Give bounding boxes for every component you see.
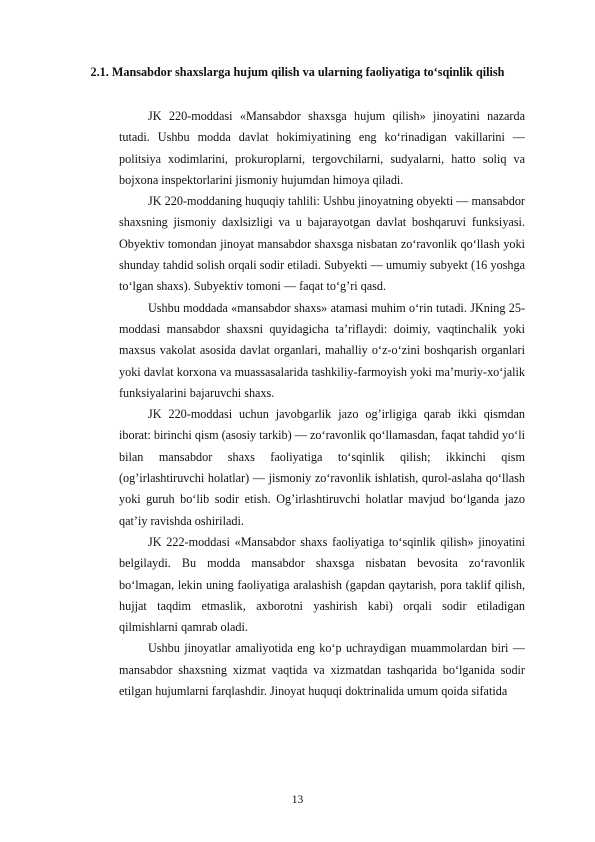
paragraph: Ushbu jinoyatlar amaliyotida eng ko‘p uchraydigan muammolardan biri — mansabdor shaxsning xizmat vaqtida va xizmatdan tashqarida bo‘lganida sodir etilgan hujumlarni farqlashdir. Jinoyat huquqi doktrinalida umum qoida sifatida <box>119 641 525 699</box>
paragraph: JK 220-moddasi «Mansabdor shaxsga hujum qilish» jinoyatini nazarda tutadi. Ushbu modda davlat hokimiyatining eng ko‘rinadigan vakillarini — politsiya xodimlarini, prokuroplarni, tergovchilarni, sudyalarni, hatto soliq va bojxona inspektorlarini jismoniy hujumdan himoya qiladi. <box>119 109 525 187</box>
section-heading: 2.1. Mansabdor shaxslarga hujum qilish va ularning faoliyatiga to‘sqinlik qilish <box>90 65 505 79</box>
paragraph: JK 220-moddasi uchun javobgarlik jazo og’irligiga qarab ikki qismdan iborat: birinchi qism (asosiy tarkib) — zo‘ravonlik qo‘llamasdan, faqat tahdid yo‘li bilan mansabdor shaxs faoliyatiga to‘sqinlik qilish; ikkinchi qism (og’irlashtiruvchi holatlar) — jismoniy zo‘ravonlik ishlatish, qurol-aslaha qo‘llash yoki guruh bo‘lib sodir etish. Og’irlashtiruvchi holatlar mavjud bo‘lganda jazo qat’iy ravishda oshiriladi. <box>119 407 525 528</box>
page-number: 13 <box>291 794 304 806</box>
paragraph: Ushbu moddada «mansabdor shaxs» atamasi muhim o‘rin tutadi. JKning 25-moddasi mansabdor shaxsni quyidagicha ta’riflaydi: doimiy, vaqtinchalik yoki maxsus vakolat asosida davlat organlari, mahalliy o‘z-o‘zini boshqarish organlari yoki davlat korxona va muassasalarida tashkiliy-farmoyish yoki ma’muriy-xo‘jalik funksiyalarini bajaruvchi shaxs. <box>119 300 525 400</box>
paragraph: JK 222-moddasi «Mansabdor shaxs faoliyatiga to‘sqinlik qilish» jinoyatini belgilaydi. Bu modda mansabdor shaxsga nisbatan bevosita zo‘ravonlik bo‘lmagan, lekin uning faoliyatiga aralashish (gapdan qaytarish, pora taklif qilish, hujjat taqdim etmaslik, axborotni yashirish kabi) orqali sodir etiladigan qilmishlarni qamrab oladi. <box>119 534 525 635</box>
body-text <box>119 106 525 702</box>
paragraph: JK 220-moddaning huquqiy tahlili: Ushbu jinoyatning obyekti — mansabdor shaxsning jismoniy daxlsizligi va u bajarayotgan davlat boshqaruvi funksiyasi. Obyektiv tomondan jinoyat mansabdor shaxsga nisbatan zo‘ravonlik qo‘llash yoki shunday tahdid solish orqali sodir etiladi. Subyekti — umumiy subyekt (16 yoshga to‘lgan shaxs). Subyektiv tomoni — faqat to‘g’ri qasd. <box>119 194 525 294</box>
